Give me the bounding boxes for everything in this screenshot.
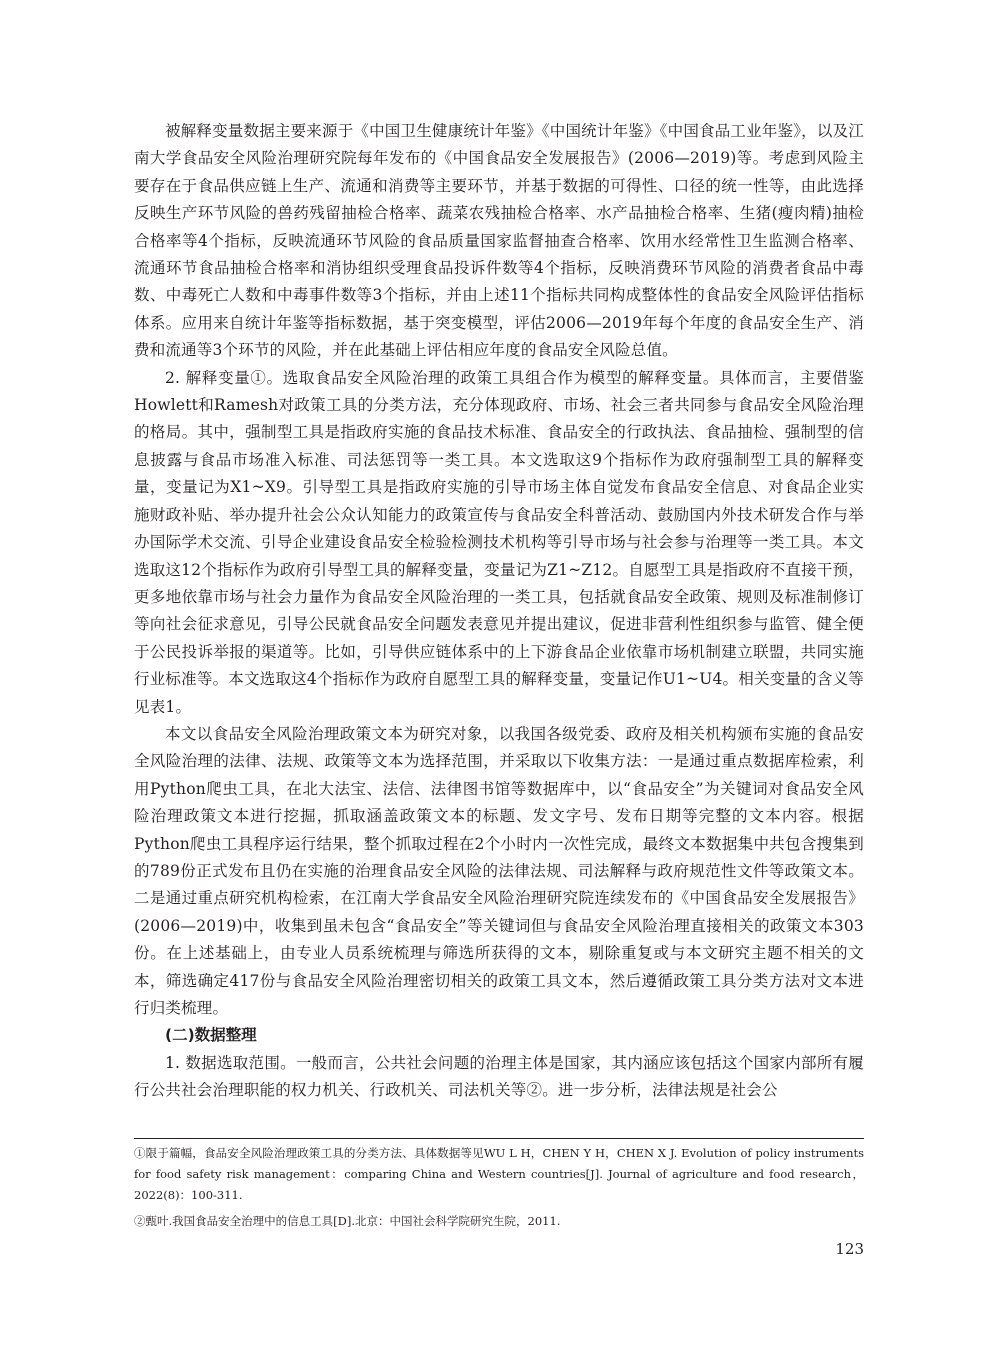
footnote-2: ②甄叶.我国食品安全治理中的信息工具[D].北京：中国社会科学院研究生院，2011. [134,1214,561,1228]
paragraph-text-collection: 本文以食品安全风险治理政策文本为研究对象，以我国各级党委、政府及相关机构颁布实施的食品安全风险治理的法律、法规、政策等文本为选择范围，并采取以下收集方法：一是通过重点数据库检索，利用Python爬虫工具，在北大法宝、法信、法律图书馆等数据库中，以“食品安全”为关键词对食品安全风险治理政策文本进行挖掘，抓取涵盖政策文本的标题、发文字号、发布日期等完整的文本内容。根据Python爬虫工具程序运行结果，整个抓取过程在2个小时内一次性完成，最终文本数据集中共包含搜集到的789份正式发布且仍在实施的治理食品安全风险的法律法规、司法解释与政府规范性文件等政策文本。二是通过重点研究机构检索，在江南大学食品安全风险治理研究院连续发布的《中国食品安全发展报告》(2006—2019)中，收集到虽未包含“食品安全”等关键词但与食品安全风险治理直接相关的政策文本303份。在上述基础上，由专业人员系统梳理与筛选所获得的文本，剔除重复或与本文研究主题不相关的文本，筛选确定417份与食品安全风险治理密切相关的政策工具文本，然后遵循政策工具分类方法对文本进行归类梳理。 [134,724,864,1017]
footnote-divider [134,1138,864,1139]
paragraph-dependent-variable: 被解释变量数据主要来源于《中国卫生健康统计年鉴》《中国统计年鉴》《中国食品工业年鉴》，以及江南大学食品安全风险治理研究院每年发布的《中国食品安全发展报告》(2006—2019)等。考虑到风险主要存在于食品供应链上生产、流通和消费等主要环节，并基于数据的可得性、口径的统一性等，由此选择反映生产环节风险的兽药残留抽检合格率、蔬菜农残抽检合格率、水产品抽检合格率、生猪(瘦肉精)抽检合格率等4个指标，反映流通环节风险的食品质量国家监督抽查合格率、饮用水经常性卫生监测合格率、流通环节食品抽检合格率和消协组织受理食品投诉件数等4个指标，反映消费环节风险的消费者食品中毒数、中毒死亡人数和中毒事件数等3个指标，并由上述11个指标共同构成整体性的食品安全风险评估指标体系。应用来自统计年鉴等指标数据，基于突变模型，评估2006—2019年每个年度的食品安全生产、消费和流通等3个环节的风险，并在此基础上评估相应年度的食品安全风险总值。 [134,122,864,360]
footnote-1: ①限于篇幅，食品安全风险治理政策工具的分类方法、具体数据等见WU L H，CHEN Y H，CHEN X J. Evolution of policy instruments for food safety risk management：comparing China and Western countries[J]. Journal of agriculture and food research，2022(8)：100-311. [134,1146,864,1202]
section-heading: (二)数据整理 [165,1026,257,1045]
body-text [134,118,864,1105]
page-number: 123 [835,1240,864,1258]
paragraph-data-scope: 1. 数据选取范围。一般而言，公共社会问题的治理主体是国家，其内涵应该包括这个国家内部所有履行公共社会治理职能的权力机关、行政机关、司法机关等②。进一步分析，法律法规是社会公 [134,1053,864,1100]
footnotes [134,1143,864,1237]
paragraph-explanatory-variable: 2. 解释变量①。选取食品安全风险治理的政策工具组合作为模型的解释变量。具体而言，主要借鉴Howlett和Ramesh对政策工具的分类方法，充分体现政府、市场、社会三者共同参与食品安全风险治理的格局。其中，强制型工具是指政府实施的食品技术标准、食品安全的行政执法、食品抽检、强制型的信息披露与食品市场准入标准、司法惩罚等一类工具。本文选取这9个指标作为政府强制型工具的解释变量，变量记为X1~X9。引导型工具是指政府实施的引导市场主体自觉发布食品安全信息、对食品企业实施财政补贴、举办提升社会公众认知能力的政策宣传与食品安全科普活动、鼓励国内外技术研发合作与举办国际学术交流、引导企业建设食品安全检验检测技术机构等引导市场与社会参与治理等一类工具。本文选取这12个指标作为政府引导型工具的解释变量，变量记为Z1~Z12。自愿型工具是指政府不直接干预，更多地依靠市场与社会力量作为食品安全风险治理的一类工具，包括就食品安全政策、规则及标准制修订等向社会征求意见，引导公民就食品安全问题发表意见并提出建议，促进非营利性组织参与监管、健全便于公民投诉举报的渠道等。比如，引导供应链体系中的上下游食品企业依靠市场机制建立联盟，共同实施行业标准等。本文选取这4个指标作为政府自愿型工具的解释变量，变量记作U1~U4。相关变量的含义等见表1。 [134,368,864,716]
